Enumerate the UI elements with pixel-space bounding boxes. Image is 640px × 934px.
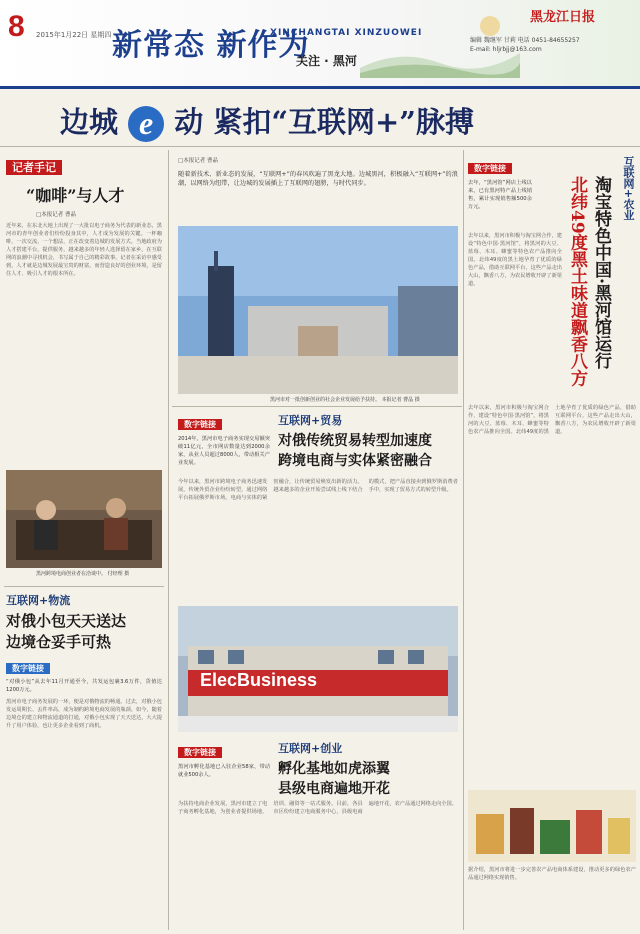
photo-caption: 黑河跨境电商创业者在洽谈中。 付经理 摄 bbox=[36, 571, 130, 577]
date-line: 2015年1月22日 星期四 bbox=[36, 31, 112, 39]
article-title: 跨境电商与实体紧密融合 bbox=[278, 453, 432, 469]
center-mid-box bbox=[178, 412, 270, 467]
column-divider bbox=[463, 150, 464, 930]
photo-building bbox=[178, 606, 458, 732]
section-tag: 互联网+贸易 bbox=[278, 414, 343, 427]
center-lower-box bbox=[178, 740, 270, 779]
box-text: 黑河市孵化基地已入驻企业58家，带动就业500余人。 bbox=[178, 764, 270, 778]
page-header bbox=[0, 0, 640, 88]
section-tag: 互联网+物流 bbox=[6, 594, 71, 607]
section-tag: 互联网+创业 bbox=[278, 742, 343, 755]
header-subtitle: 关注 · 黑河 bbox=[296, 54, 357, 68]
article-body: 近年来，在东北大地上出现了一大批以电子商务为代表的新业态，黑河市的青年创业者们纷纷投身其中，人才成为发展的关键。一杯咖啡，一次交流，一个想法，正在改变着边城的发展方式。当地政府为人才搭建平台，提供服务，越来越多的年轻人选择留在家乡，在互联网的浪潮中寻找机会，书写属于自己的精彩故事。记者在采访中感受到，人才就是边城发展最宝贵的财富，而营造良好的创业环境，是留住人才、吸引人才的根本所在。 bbox=[6, 223, 162, 277]
article-title: 孵化基地如虎添翼 bbox=[278, 761, 390, 777]
headline-pre: 边城 bbox=[60, 105, 119, 139]
article-title: 边境仓妥手可热 bbox=[6, 633, 112, 651]
box-tag: 数字链接 bbox=[178, 747, 222, 758]
headline-rule bbox=[0, 146, 640, 147]
e-logo-icon: e bbox=[128, 106, 164, 142]
article-body: 为扶持电商企业发展，黑河市建立了电子商务孵化基地，为创业者提供场地、培训、融资等一站式服务。目前，各县市区纷纷建立电商服务中心，县级电商遍地开花，农产品通过网络走向全国。 bbox=[178, 801, 457, 815]
box-text: 2014年，黑河市电子商务实现交易额突破11亿元，全市网店数量达到2000余家，从业人员超过8000人，带动相关产业发展。 bbox=[178, 436, 270, 466]
article-title: 对俄小包天天送达 bbox=[6, 612, 127, 630]
byline: □本报记者 曹晶 bbox=[36, 212, 76, 218]
section-rule bbox=[4, 586, 164, 587]
headline-post: 动 紧扣“互联网+”脉搏 bbox=[174, 105, 474, 139]
article-body-end: 据介绍，黑河市将进一步完善农产品电商体系建设，推动更多的绿色农产品通过网络实现销售。 bbox=[468, 867, 636, 881]
box-tag: 数字链接 bbox=[6, 663, 50, 674]
article-title: 对俄传统贸易转型加速度 bbox=[278, 433, 432, 449]
column-divider bbox=[168, 150, 169, 930]
box-tag: 数字链接 bbox=[468, 163, 512, 174]
article-body: 去年以来，黑河市积极与淘宝网合作，建设“特色中国·黑河馆”，将黑河的大豆、蓝莓、木耳、蜂蜜等特色农产品推向全国。北纬49度的黑土地孕育了优质的绿色产品，借助互联网平台，这些产品走出大山，飘香八方，为农民增收开辟了新渠道。 bbox=[468, 233, 562, 287]
section-rule bbox=[172, 406, 462, 407]
main-headline bbox=[60, 100, 600, 142]
right-box bbox=[468, 156, 532, 211]
editor-line: E-mail: hljrbjj@163.com bbox=[470, 46, 542, 53]
center-mid-head bbox=[278, 412, 458, 470]
center-lower-head bbox=[278, 740, 458, 798]
box-tag: 数字链接 bbox=[178, 419, 222, 430]
left-lower bbox=[6, 592, 162, 888]
article-title: 县级电商遍地开花 bbox=[278, 781, 390, 797]
photo-caption: 黑河市对一批创新创业的社会企业发展给予扶持。 本报记者 曹晶 摄 bbox=[270, 397, 420, 403]
photo-factory bbox=[178, 226, 458, 394]
section-tag: 记者手记 bbox=[6, 160, 62, 175]
article-body: 今年以来，黑河市跨境电子商务迅速发展，传统外贸企业纷纷转型，通过网络平台拓展俄罗斯市场。电商与实体的紧密融合，让传统贸易焕发出新的活力。越来越多的企业开始尝试线上线下结合的模式，把产品直接卖到俄罗斯消费者手中，实现了贸易方式的转型升级。 bbox=[178, 479, 458, 501]
box-text: 去年，“黑河馆”网店上线以来，已有黑河特产品上线销售，累计实现销售额500余万元。 bbox=[468, 180, 532, 210]
paper-logo: 黑龙江日报 bbox=[530, 10, 596, 25]
box-text: “对俄小包”从去年11月开通至今，共发运包裹3.6万件，货值达1200万元。 bbox=[6, 679, 162, 693]
center-top bbox=[178, 156, 458, 188]
brand-title: 新常态 新作为 bbox=[112, 28, 310, 63]
photo-products bbox=[468, 790, 636, 862]
editor-info bbox=[470, 36, 630, 54]
header-rule bbox=[0, 86, 640, 89]
photo-interview bbox=[6, 470, 162, 568]
intro-text: 随着新技术、新业态的发展，“互联网+”的春风吹遍了黑龙大地。边城黑河，积极融入“互联网+”的浪潮，以网络为纽带，让边城的发展插上了互联网的翅膀，与时代同步。 bbox=[178, 171, 458, 187]
article-body-continued: 去年以来，黑河市积极与淘宝网合作，建设“特色中国·黑河馆”，将黑河的大豆、蓝莓、木耳、蜂蜜等特色农产品推向全国。北纬49度的黑土地孕育了优质的绿色产品，借助互联网平台，这些产品走出大山，飘香八方，为农民增收开辟了新渠道。 bbox=[468, 405, 636, 435]
byline: □本报记者 曹晶 bbox=[178, 158, 218, 164]
left-column bbox=[6, 156, 162, 412]
article-title: 北纬49度黑土味道飘香八方 bbox=[567, 176, 587, 387]
photo-sign: ElecBusiness bbox=[200, 670, 318, 690]
article-title: 淘宝特色中国·黑河馆运行 bbox=[591, 176, 611, 369]
column-title: “咖啡”与人才 bbox=[26, 186, 125, 205]
article-body: 黑河市电子商务发展的一环，便是对俄物流的畅通。过去，对俄小包发运周期长、丢件率高，成为制约跨境电商发展的瓶颈。如今，随着边境仓的建立和物流通道的打通，对俄小包实现了天天送达，大大提升了用户体验，也让更多企业看到了商机。 bbox=[6, 699, 162, 729]
editor-line: 编辑 魏继军 甘莉 电话 0451-84655257 bbox=[470, 37, 580, 44]
brand-subtitle-en: XINCHANGTAI XINZUOWEI bbox=[270, 28, 423, 38]
page-number: 8 bbox=[8, 10, 25, 43]
section-tag: 互联网+农业 bbox=[622, 156, 635, 221]
